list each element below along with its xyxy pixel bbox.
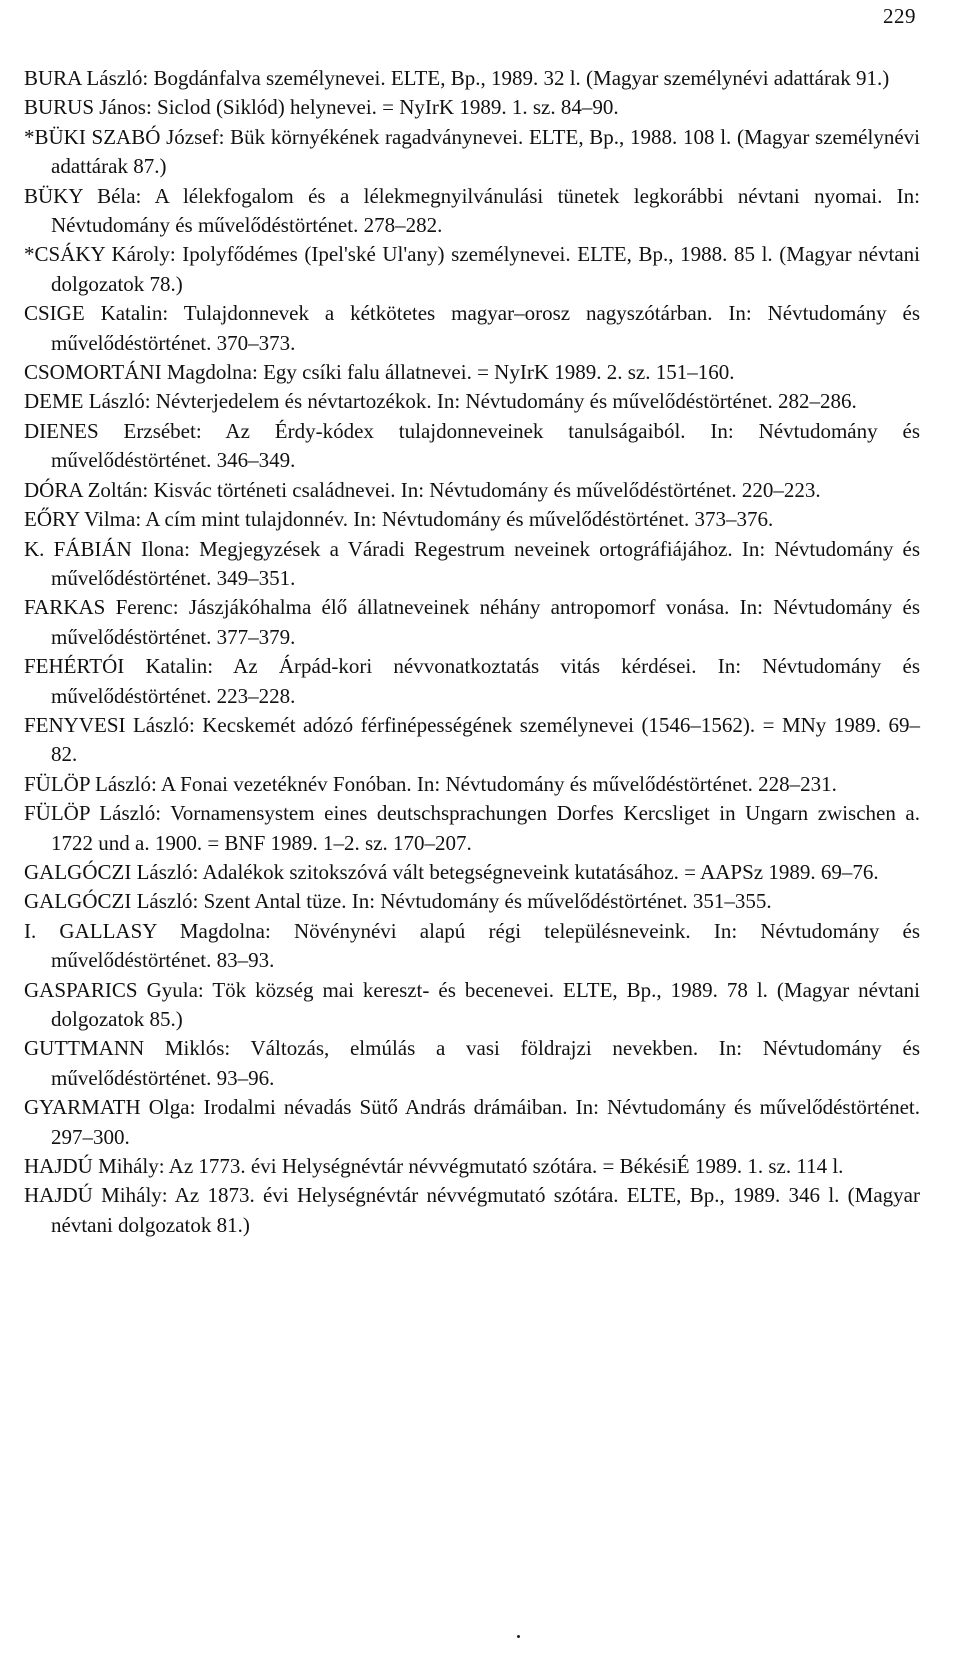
bibliography-entry: FEHÉRTÓI Katalin: Az Árpád-kori névvonatkoztatás vitás kérdései. In: Névtudomány és művelődéstörténet. 223–228. <box>24 654 920 708</box>
bibliography-entry: BURA László: Bogdánfalva személynevei. ELTE, Bp., 1989. 32 l. (Magyar személynévi adattárak 91.) <box>24 66 890 90</box>
bibliography-entry: *BÜKI SZABÓ József: Bük környékének ragadványnevei. ELTE, Bp., 1988. 108 l. (Magyar személynévi adattárak 87.) <box>24 124 920 179</box>
bibliography-entry: K. FÁBIÁN Ilona: Megjegyzések a Váradi Regestrum neveinek ortográfiájához. In: Névtudomány és művelődéstörténet. 349–351. <box>24 536 920 590</box>
bibliography-entry: HAJDÚ Mihály: Az 1873. évi Helységnévtár névvégmutató szótára. ELTE, Bp., 1989. 346 l. (Magyar névtani dolgozatok 81.) <box>24 1183 920 1237</box>
bibliography-entry: EŐRY Vilma: A cím mint tulajdonnév. In: Névtudomány és művelődéstörténet. 373–376. <box>24 507 774 532</box>
bibliography-entry: FARKAS Ferenc: Jászjákóhalma élő állatneveinek néhány antropomorf vonása. In: Névtudomány és művelődéstörténet. 377–379. <box>24 595 920 649</box>
bibliography-entry: *CSÁKY Károly: Ipolyfődémes (Ipel'ské Ul'any) személynevei. ELTE, Bp., 1988. 85 l. (Magyar névtani dolgozatok 78.) <box>24 242 920 296</box>
bibliography-entry: GALGÓCZI László: Adalékok szitokszóvá vált betegségneveink kutatásához. = AAPSz 1989. 69–76. <box>24 859 879 884</box>
bibliography-entry: GYARMATH Olga: Irodalmi névadás Sütő András drámáiban. In: Névtudomány és művelődéstörténet. 297–300. <box>24 1095 920 1149</box>
page-number: 229 <box>883 4 916 28</box>
scan-speck <box>517 1635 520 1638</box>
bibliography-entry: FÜLÖP László: A Fonai vezetéknév Fonóban. In: Névtudomány és művelődéstörténet. 228–231. <box>24 771 837 796</box>
bibliography-entry: I. GALLASY Magdolna: Növénynévi alapú régi településneveink. In: Névtudomány és művelődéstörténet. 83–93. <box>24 918 920 973</box>
bibliography-entry: DÓRA Zoltán: Kisvác történeti családnevei. In: Névtudomány és művelődéstörténet. 220–223. <box>24 477 821 502</box>
bibliography-entry: DIENES Erzsébet: Az Érdy-kódex tulajdonneveinek tanulságaiból. In: Névtudomány és művelődéstörténet. 346–349. <box>24 418 920 473</box>
bibliography-entry: CSOMORTÁNI Magdolna: Egy csíki falu állatnevei. = NyIrK 1989. 2. sz. 151–160. <box>24 360 735 385</box>
bibliography-entry: GALGÓCZI László: Szent Antal tüze. In: Névtudomány és művelődéstörténet. 351–355. <box>24 889 772 914</box>
bibliography-entry: GUTTMANN Miklós: Változás, elmúlás a vasi földrajzi nevekben. In: Névtudomány és művelődéstörténet. 93–96. <box>24 1036 920 1090</box>
bibliography-entry: CSIGE Katalin: Tulajdonnevek a kétkötetes magyar–orosz nagyszótárban. In: Névtudomány és művelődéstörténet. 370–373. <box>24 301 920 355</box>
bibliography-entry: DEME László: Névterjedelem és névtartozékok. In: Névtudomány és művelődéstörténet. 282–286. <box>24 389 857 414</box>
bibliography-entry: FENYVESI László: Kecskemét adózó férfinépességének személynevei (1546–1562). = MNy 1989. 69–82. <box>24 712 920 767</box>
bibliography-list <box>0 64 960 1240</box>
bibliography-entry: GASPARICS Gyula: Tök község mai kereszt- és becenevei. ELTE, Bp., 1989. 78 l. (Magyar névtani dolgozatok 85.) <box>24 977 920 1031</box>
bibliography-entry: BURUS János: Siclod (Siklód) helynevei. = NyIrK 1989. 1. sz. 84–90. <box>24 95 619 120</box>
bibliography-entry: HAJDÚ Mihály: Az 1773. évi Helységnévtár névvégmutató szótára. = BékésiÉ 1989. 1. sz. 114 l. <box>24 1154 844 1179</box>
bibliography-entry: BÜKY Béla: A lélekfogalom és a lélekmegnyilvánulási tünetek legkorábbi névtani nyomai. In: Névtudomány és művelődéstörténet. 278–282. <box>24 183 920 238</box>
bibliography-entry: FÜLÖP László: Vornamensystem eines deutschsprachungen Dorfes Kercsliget in Ungarn zwischen a. 1722 und a. 1900. = BNF 1989. 1–2. sz. 170–207. <box>24 801 920 855</box>
